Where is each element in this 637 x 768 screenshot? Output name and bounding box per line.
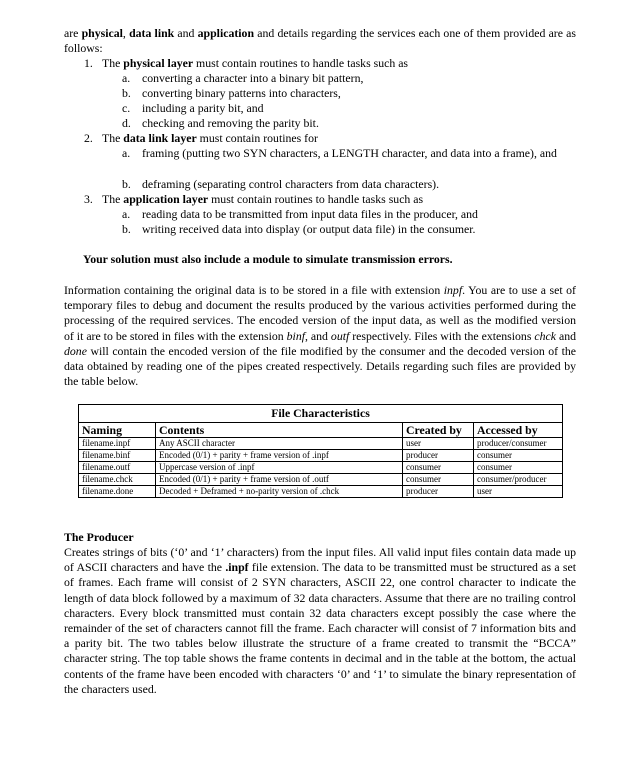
cell-contents: Decoded + Deframed + no-parity version of .chck — [156, 486, 403, 498]
layer-1-text: The physical layer must contain routines to handle tasks such as — [102, 56, 409, 70]
layer-1-number: 1. — [84, 56, 93, 70]
table-caption: File Characteristics — [79, 405, 563, 423]
layer-3-item-b-letter: b. — [122, 222, 131, 236]
layer-2-item-a-letter: a. — [122, 146, 131, 160]
layer-3-text: The application layer must contain routines to handle tasks such as — [102, 192, 424, 206]
layer-1-item-c-letter: c. — [122, 101, 131, 115]
cell-naming: filename.inpf — [79, 438, 156, 450]
layer-3-number: 3. — [84, 192, 93, 206]
transmission-errors-note: Your solution must also include a module to simulate transmission errors. — [83, 252, 453, 266]
cell-contents: Uppercase version of .inpf — [156, 462, 403, 474]
cell-contents: Encoded (0/1) + parity + frame version of .inpf — [156, 450, 403, 462]
cell-created-by: consumer — [403, 474, 474, 486]
cell-accessed-by: consumer — [474, 450, 563, 462]
cell-accessed-by: user — [474, 486, 563, 498]
file-characteristics-table — [78, 404, 563, 498]
cell-accessed-by: producer/consumer — [474, 438, 563, 450]
table-row — [79, 474, 563, 486]
table-row — [79, 438, 563, 450]
layer-1-item-b: converting binary patterns into characters, — [142, 86, 341, 100]
header-created-by: Created by — [403, 423, 474, 438]
layer-2-item-b-letter: b. — [122, 177, 131, 191]
layer-1-item-d: checking and removing the parity bit. — [142, 116, 319, 130]
layer-1-item-b-letter: b. — [122, 86, 131, 100]
producer-paragraph: Creates strings of bits (‘0’ and ‘1’ characters) from the input files. All valid input files contain data made up of ASCII characters and have the .inpf file extension. The data to be transmitted must be structured as a set of frames. Each frame will consist of 2 SYN characters, ASCII 22, one control character to indicate the length of data block followed by a maximum of 32 data characters. Assume that there are no trailing control characters. Every block transmitted must contain 32 data characters except possibly the case where the remainder of the set of characters cannot fill the frame. Each character will consist of 7 information bits and a parity bit. The two tables below illustrate the structure of a frame created to transmit the “BCCA” character string. The top table shows the frame contents in decimal and in the table at the bottom, the actual contents of the frame have been encoded with characters ‘0’ and ‘1’ to simulate the binary representation of the characters used. — [64, 545, 577, 696]
table-row — [79, 450, 563, 462]
cell-contents: Encoded (0/1) + parity + frame version of .outf — [156, 474, 403, 486]
layer-1-item-c: including a parity bit, and — [142, 101, 264, 115]
cell-accessed-by: consumer — [474, 462, 563, 474]
cell-contents: Any ASCII character — [156, 438, 403, 450]
header-naming: Naming — [79, 423, 156, 438]
layer-1-item-a: converting a character into a binary bit pattern, — [142, 71, 364, 85]
cell-naming: filename.binf — [79, 450, 156, 462]
layer-3-item-a: reading data to be transmitted from input data files in the producer, and — [142, 207, 478, 221]
table-row — [79, 462, 563, 474]
layer-2-text: The data link layer must contain routines for — [102, 131, 318, 145]
layer-2-item-a: framing (putting two SYN characters, a LENGTH character, and data into a frame), and — [142, 146, 557, 160]
header-accessed-by: Accessed by — [474, 423, 563, 438]
producer-heading: The Producer — [64, 530, 134, 544]
layer-3-item-a-letter: a. — [122, 207, 131, 221]
cell-created-by: consumer — [403, 462, 474, 474]
intro-paragraph: are physical, data link and application and details regarding the services each one of them provided are as follows: — [64, 26, 576, 56]
layer-3-item-b: writing received data into display (or output data file) in the consumer. — [142, 222, 476, 236]
cell-created-by: producer — [403, 486, 474, 498]
cell-naming: filename.outf — [79, 462, 156, 474]
cell-accessed-by: consumer/producer — [474, 474, 563, 486]
cell-naming: filename.chck — [79, 474, 156, 486]
cell-naming: filename.done — [79, 486, 156, 498]
layer-1-item-d-letter: d. — [122, 116, 131, 130]
info-paragraph: Information containing the original data is to be stored in a file with extension inpf. You are to use a set of temporary files to debug and document the results produced by the various activities performed during the processing of the required services. The encoded version of the input data, as well as the modified version of it are to be stored in files with the extension binf, and outf respectively. Files with the extensions chck and done will contain the encoded version of the file modified by the consumer and the decoded version of the data obtained by reading one of the pipes created respectively. Details regarding such files are provided by the table below. — [64, 283, 576, 389]
layer-2-item-b: deframing (separating control characters from data characters). — [142, 177, 440, 191]
layer-2-number: 2. — [84, 131, 93, 145]
layer-1-item-a-letter: a. — [122, 71, 131, 85]
cell-created-by: user — [403, 438, 474, 450]
table-row — [79, 486, 563, 498]
cell-created-by: producer — [403, 450, 474, 462]
header-contents: Contents — [156, 423, 403, 438]
